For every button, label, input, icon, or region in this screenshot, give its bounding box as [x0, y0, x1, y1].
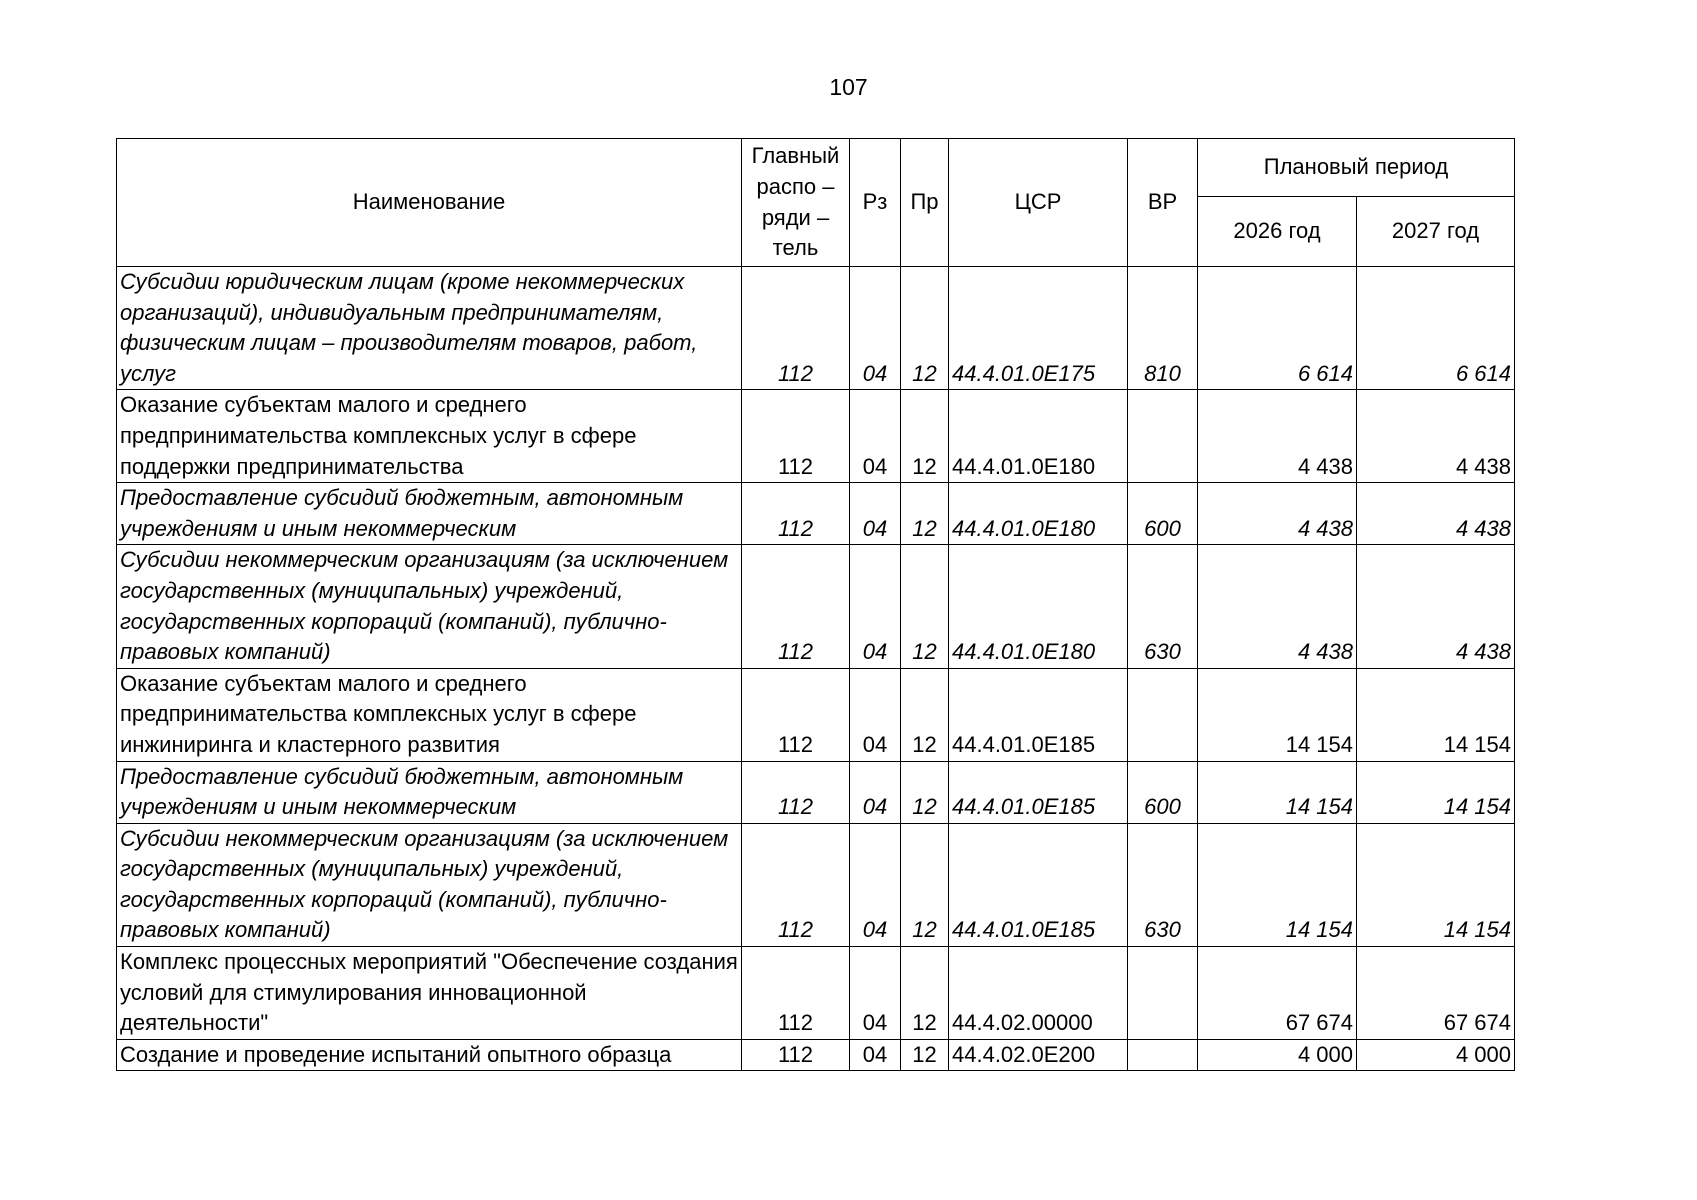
header-year-2026: 2026 год [1198, 197, 1357, 267]
row-value-2027: 6 614 [1357, 267, 1515, 390]
row-value-2026: 6 614 [1198, 267, 1357, 390]
table-row [117, 390, 1515, 483]
row-pr: 12 [901, 668, 949, 761]
row-value-2026: 14 154 [1198, 668, 1357, 761]
row-value-2027: 4 438 [1357, 483, 1515, 545]
row-rz: 04 [850, 390, 901, 483]
row-value-2027: 14 154 [1357, 823, 1515, 946]
row-pr: 12 [901, 761, 949, 823]
header-pr: Пр [901, 139, 949, 267]
row-value-2026: 4 000 [1198, 1039, 1357, 1071]
row-vr [1128, 668, 1198, 761]
row-vr: 600 [1128, 483, 1198, 545]
row-vr: 630 [1128, 545, 1198, 668]
row-csr: 44.4.01.0Е185 [949, 761, 1128, 823]
row-value-2027: 14 154 [1357, 761, 1515, 823]
row-value-2027: 4 438 [1357, 390, 1515, 483]
row-value-2026: 4 438 [1198, 483, 1357, 545]
table-row [117, 761, 1515, 823]
row-pr: 12 [901, 390, 949, 483]
row-vr: 810 [1128, 267, 1198, 390]
row-name: Комплекс процессных мероприятий "Обеспечение создания условий для стимулирования инновационной деятельности" [117, 947, 742, 1040]
row-csr: 44.4.01.0Е175 [949, 267, 1128, 390]
row-name: Субсидии некоммерческим организациям (за исключением государственных (муниципальных) учреждений, государственных корпораций (компаний), публично-правовых компаний) [117, 823, 742, 946]
row-vr [1128, 390, 1198, 483]
page-number: 107 [829, 74, 868, 100]
header-row [117, 139, 1515, 197]
row-gr: 112 [742, 267, 850, 390]
row-csr: 44.4.02.00000 [949, 947, 1128, 1040]
row-vr: 630 [1128, 823, 1198, 946]
row-csr: 44.4.01.0Е180 [949, 390, 1128, 483]
row-value-2027: 67 674 [1357, 947, 1515, 1040]
row-rz: 04 [850, 823, 901, 946]
row-name: Оказание субъектам малого и среднего предпринимательства комплексных услуг в сфере инжиниринга и кластерного развития [117, 668, 742, 761]
row-csr: 44.4.01.0Е180 [949, 483, 1128, 545]
row-gr: 112 [742, 823, 850, 946]
row-rz: 04 [850, 761, 901, 823]
row-gr: 112 [742, 761, 850, 823]
row-value-2026: 4 438 [1198, 545, 1357, 668]
table-row [117, 668, 1515, 761]
row-pr: 12 [901, 267, 949, 390]
table-row [117, 267, 1515, 390]
row-csr: 44.4.01.0Е180 [949, 545, 1128, 668]
header-vr: ВР [1128, 139, 1198, 267]
row-name: Оказание субъектам малого и среднего предпринимательства комплексных услуг в сфере поддержки предпринимательства [117, 390, 742, 483]
row-name: Субсидии некоммерческим организациям (за исключением государственных (муниципальных) учреждений, государственных корпораций (компаний), публично-правовых компаний) [117, 545, 742, 668]
header-plan-period: Плановый период [1198, 139, 1515, 197]
row-gr: 112 [742, 668, 850, 761]
row-value-2026: 14 154 [1198, 761, 1357, 823]
row-gr: 112 [742, 545, 850, 668]
row-name: Предоставление субсидий бюджетным, автономным учреждениям и иным некоммерческим [117, 761, 742, 823]
table-row [117, 483, 1515, 545]
row-rz: 04 [850, 483, 901, 545]
row-name: Создание и проведение испытаний опытного образца [117, 1039, 742, 1071]
table-row [117, 823, 1515, 946]
budget-table [116, 138, 1515, 1071]
table-row [117, 947, 1515, 1040]
row-gr: 112 [742, 390, 850, 483]
row-pr: 12 [901, 483, 949, 545]
table-row [117, 1039, 1515, 1071]
row-rz: 04 [850, 267, 901, 390]
row-rz: 04 [850, 668, 901, 761]
row-csr: 44.4.02.0Е200 [949, 1039, 1128, 1071]
row-name: Предоставление субсидий бюджетным, автономным учреждениям и иным некоммерческим [117, 483, 742, 545]
row-value-2027: 4 000 [1357, 1039, 1515, 1071]
row-pr: 12 [901, 947, 949, 1040]
row-rz: 04 [850, 947, 901, 1040]
table-row [117, 545, 1515, 668]
row-gr: 112 [742, 1039, 850, 1071]
header-name: Наименование [117, 139, 742, 267]
row-name: Субсидии юридическим лицам (кроме некоммерческих организаций), индивидуальным предпринимателям, физическим лицам – производителям товаров, работ, услуг [117, 267, 742, 390]
row-gr: 112 [742, 947, 850, 1040]
row-value-2026: 67 674 [1198, 947, 1357, 1040]
row-value-2026: 4 438 [1198, 390, 1357, 483]
row-pr: 12 [901, 1039, 949, 1071]
row-rz: 04 [850, 1039, 901, 1071]
row-value-2026: 14 154 [1198, 823, 1357, 946]
row-pr: 12 [901, 823, 949, 946]
header-year-2027: 2027 год [1357, 197, 1515, 267]
header-rz: Рз [850, 139, 901, 267]
row-vr [1128, 1039, 1198, 1071]
header-gr: Главный распо – ряди – тель [742, 139, 850, 267]
row-value-2027: 4 438 [1357, 545, 1515, 668]
header-csr: ЦСР [949, 139, 1128, 267]
row-csr: 44.4.01.0Е185 [949, 668, 1128, 761]
row-csr: 44.4.01.0Е185 [949, 823, 1128, 946]
row-pr: 12 [901, 545, 949, 668]
row-value-2027: 14 154 [1357, 668, 1515, 761]
row-rz: 04 [850, 545, 901, 668]
row-gr: 112 [742, 483, 850, 545]
row-vr: 600 [1128, 761, 1198, 823]
row-vr [1128, 947, 1198, 1040]
